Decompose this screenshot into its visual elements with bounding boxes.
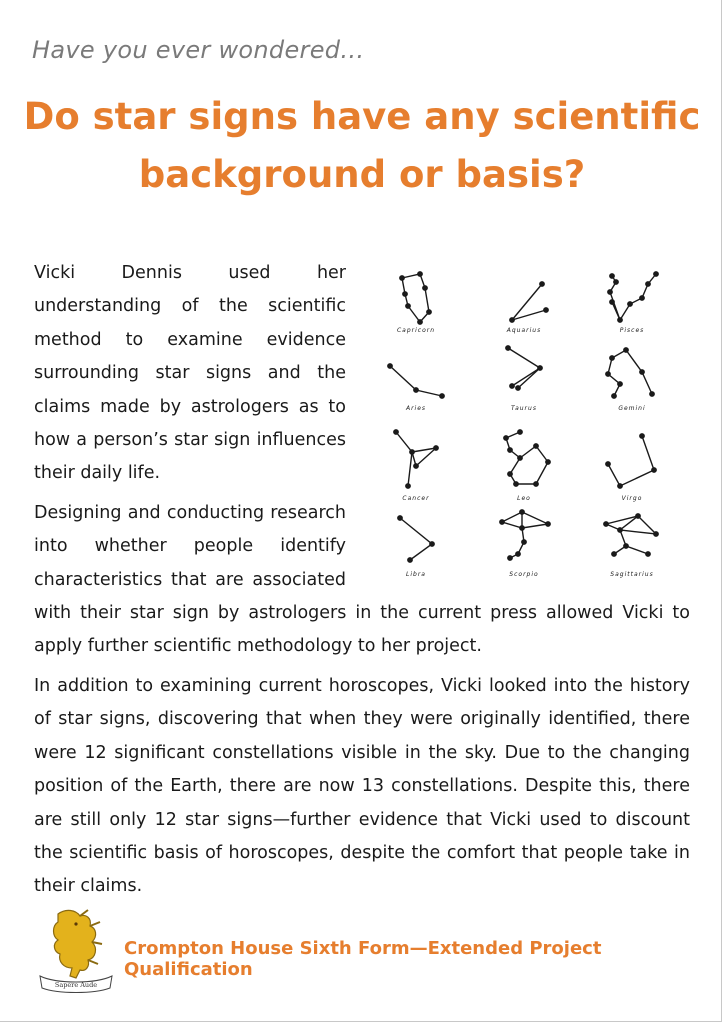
label-scorpio: Scorpio [509, 571, 539, 578]
leo-constellation [504, 430, 550, 486]
paragraph-1: Vicki Dennis used her understanding of the scientific method to examine evidence surrounding star signs and the claims made by astrologers as to how a person’s star sign influences their daily life. [34, 263, 346, 484]
kicker-text: Have you ever wondered… [32, 36, 365, 64]
label-libra: Libra [406, 571, 426, 578]
paragraph-2: Designing and conducting research into whether people identify characteristics that are associated with their star sign by astrologers in the current press allowed Vicki to apply further scientific methodology to her project. [34, 502, 690, 657]
footer-title: Crompton House Sixth Form—Extended Project Qualification [124, 938, 602, 980]
label-taurus: Taurus [511, 405, 537, 412]
school-crest-logo [36, 904, 116, 994]
gemini-constellation [606, 348, 654, 398]
label-leo: Leo [517, 495, 531, 502]
label-gemini: Gemini [618, 405, 646, 412]
title-line-2: background or basis? [138, 153, 586, 196]
constellation-grid [380, 262, 680, 582]
taurus-constellation [506, 346, 542, 390]
crest-motto: Sapere Aude [54, 981, 98, 989]
scorpio-constellation [500, 510, 550, 560]
label-virgo: Virgo [621, 495, 643, 502]
cancer-constellation [394, 430, 438, 488]
label-cancer: Cancer [402, 495, 430, 502]
title-line-1: Do star signs have any scientific [23, 95, 701, 138]
label-capricorn: Capricorn [396, 327, 436, 334]
label-sagittarius: Sagittarius [610, 571, 654, 578]
constellation-figure [380, 262, 680, 582]
capricorn-constellation [400, 272, 431, 324]
aquarius-constellation [510, 282, 548, 322]
libra-constellation [398, 516, 434, 562]
page-title [20, 88, 704, 204]
paragraph-3: In addition to examining current horoscopes, Vicki looked into the history of star signs, discovering that when they were originally identified, there were 12 significant constellations visible in the sky. Due to the changing position of the Earth, there are now 13 constellations. Despite this, there are still only 12 star signs—further evidence that Vicki used to discount the scientific basis of horoscopes, despite the comfort that people take in their claims. [34, 675, 690, 897]
label-aries: Aries [405, 405, 427, 412]
label-pisces: Pisces [619, 327, 645, 334]
label-aquarius: Aquarius [506, 327, 542, 334]
lion-rampant-icon [54, 910, 103, 978]
pisces-constellation [608, 272, 658, 322]
virgo-constellation [606, 434, 656, 488]
aries-constellation [388, 364, 444, 398]
sagittarius-constellation [604, 514, 658, 556]
